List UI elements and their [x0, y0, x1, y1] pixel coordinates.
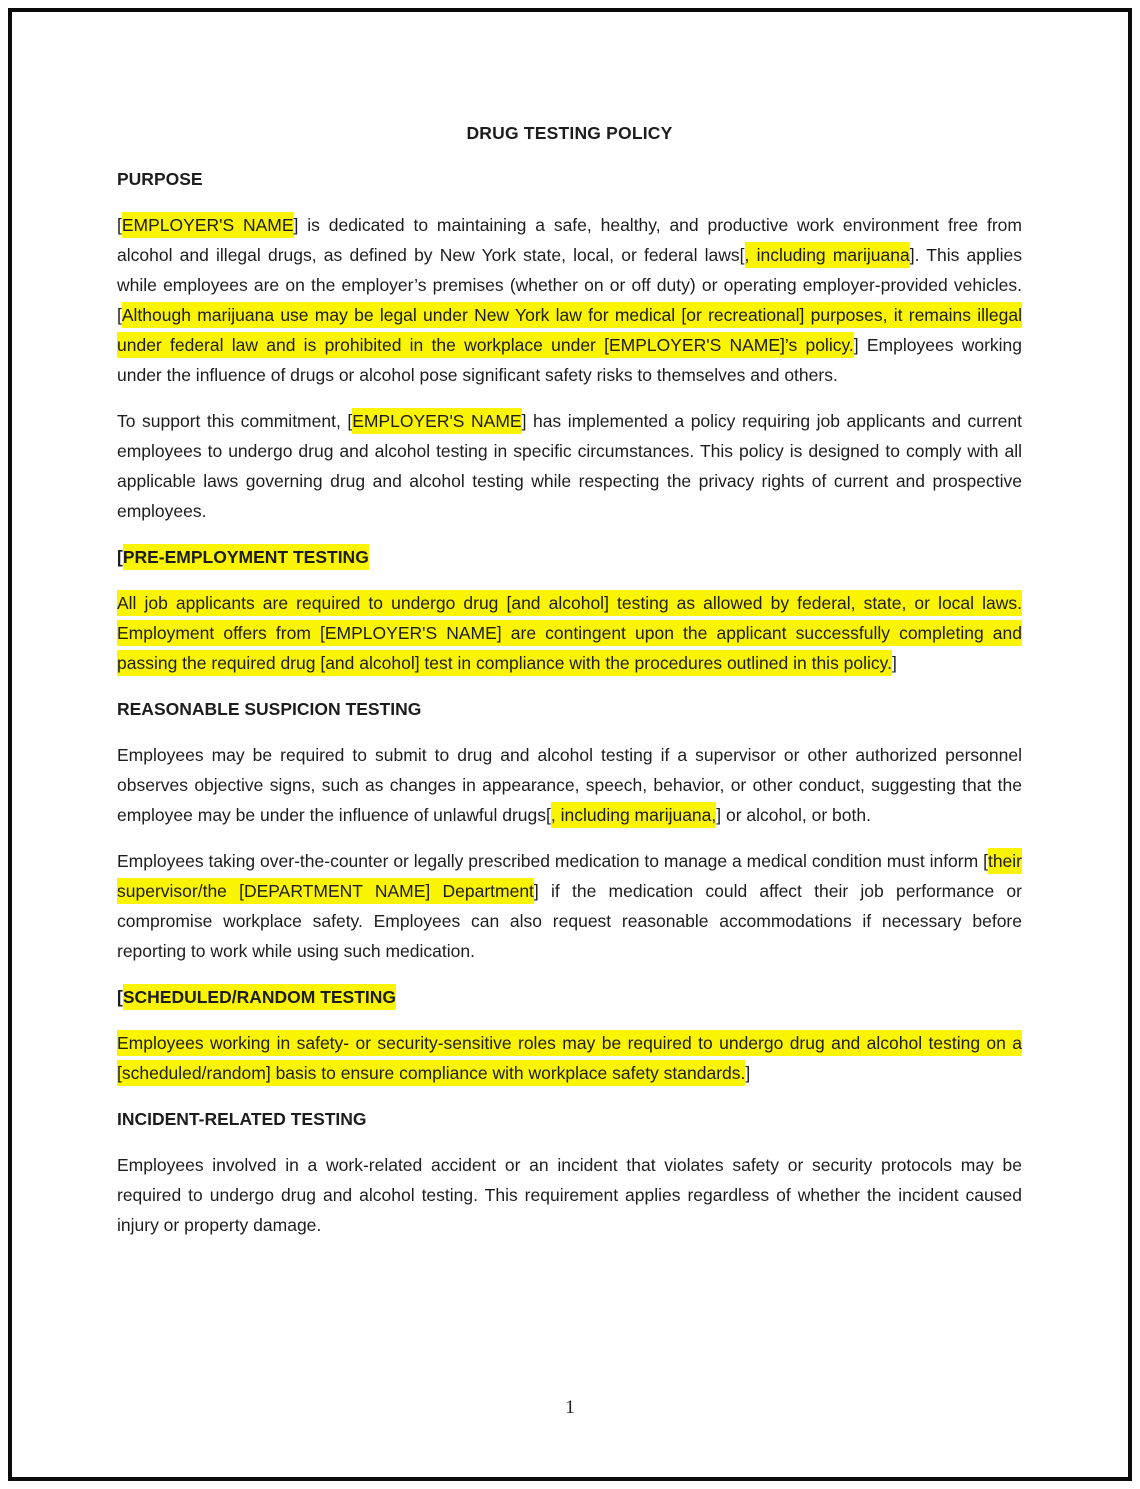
- highlighted-text: , including marijuana,: [551, 802, 716, 828]
- section-heading: [117, 982, 1022, 1012]
- text-run: [: [117, 215, 122, 235]
- highlighted-text: PRE-EMPLOYMENT TESTING: [123, 544, 369, 570]
- highlighted-text: EMPLOYER'S NAME: [122, 212, 294, 238]
- text-run: ]. This applies while employees are on the employer’s premises (whether on or off duty) or operating employer-provided vehicles. [: [117, 245, 1023, 325]
- paragraph: [117, 588, 1022, 678]
- highlighted-text: their supervisor/the [DEPARTMENT NAME] Department: [117, 848, 1022, 904]
- text-run: REASONABLE SUSPICION TESTING: [117, 699, 422, 719]
- text-run: ] if the medication could affect their job performance or compromise workplace safety. Employees can also request reasonable accommodations if necessary before reporting to work while using such medication.: [117, 881, 1022, 961]
- text-run: [: [117, 987, 123, 1007]
- highlighted-text: SCHEDULED/RANDOM TESTING: [123, 984, 396, 1010]
- highlighted-text: All job applicants are required to undergo drug [and alcohol] testing as allowed by federal, state, or local laws. Employment offers from [EMPLOYER'S NAME] are contingent upon the applicant successfully completing and passing the required drug [and alcohol] test in compliance with the procedures outlined in this policy.: [117, 590, 1022, 676]
- text-run: ] is dedicated to maintaining a safe, healthy, and productive work environment free from alcohol and illegal drugs, as defined by New York state, local, or federal laws[: [117, 215, 1022, 265]
- paragraph: [117, 1028, 1022, 1088]
- text-run: To support this commitment, [: [117, 411, 353, 431]
- highlighted-text: , including marijuana: [745, 242, 910, 268]
- highlighted-text: Although marijuana use may be legal under New York law for medical [or recreational] purposes, it remains illegal under federal law and is prohibited in the workplace under [EMPLOYER'S NAME]’s policy.: [117, 302, 1022, 358]
- text-run: ] or alcohol, or both.: [716, 805, 871, 825]
- text-run: Employees involved in a work-related accident or an incident that violates safety or security protocols may be required to undergo drug and alcohol testing. This requirement applies regardless of whether the incident caused injury or property damage.: [117, 1155, 1022, 1235]
- document-body: [117, 0, 1022, 1256]
- section-heading: [117, 1104, 1022, 1134]
- section-heading: [117, 694, 1022, 724]
- paragraph: [117, 406, 1022, 526]
- paragraph: [117, 846, 1022, 966]
- text-run: ] has implemented a policy requiring job applicants and current employees to undergo drug and alcohol testing in specific circumstances. This policy is designed to comply with all applicable laws governing drug and alcohol testing while respecting the privacy rights of current and prospective employees.: [117, 411, 1022, 521]
- text-run: Employees taking over-the-counter or legally prescribed medication to manage a medical condition must inform [: [117, 851, 988, 871]
- text-run: ] Employees working under the influence of drugs or alcohol pose significant safety risks to themselves and others.: [117, 335, 1022, 385]
- paragraph: [117, 1150, 1022, 1240]
- document-blocks: [117, 164, 1022, 1240]
- page-number-footer: [0, 1393, 1140, 1423]
- highlighted-text: Employees working in safety- or security-sensitive roles may be required to undergo drug and alcohol testing on a [scheduled/random] basis to ensure compliance with workplace safety standards.: [117, 1030, 1022, 1086]
- text-run: Employees may be required to submit to drug and alcohol testing if a supervisor or other authorized personnel observes objective signs, such as changes in appearance, speech, behavior, or other conduct, suggesting that the employee may be under the influence of unlawful drugs[: [117, 745, 1022, 825]
- paragraph: [117, 740, 1022, 830]
- text-run: INCIDENT-RELATED TESTING: [117, 1109, 367, 1129]
- text-run: ]: [745, 1063, 751, 1083]
- paragraph: [117, 210, 1022, 390]
- section-heading: [117, 164, 1022, 194]
- text-run: ]: [892, 653, 897, 673]
- section-heading: [117, 542, 1022, 572]
- page-number: 1: [565, 1397, 575, 1418]
- text-run: [: [117, 547, 123, 567]
- highlighted-text: EMPLOYER'S NAME: [352, 408, 521, 434]
- text-run: PURPOSE: [117, 169, 203, 189]
- document-title: DRUG TESTING POLICY: [466, 123, 673, 143]
